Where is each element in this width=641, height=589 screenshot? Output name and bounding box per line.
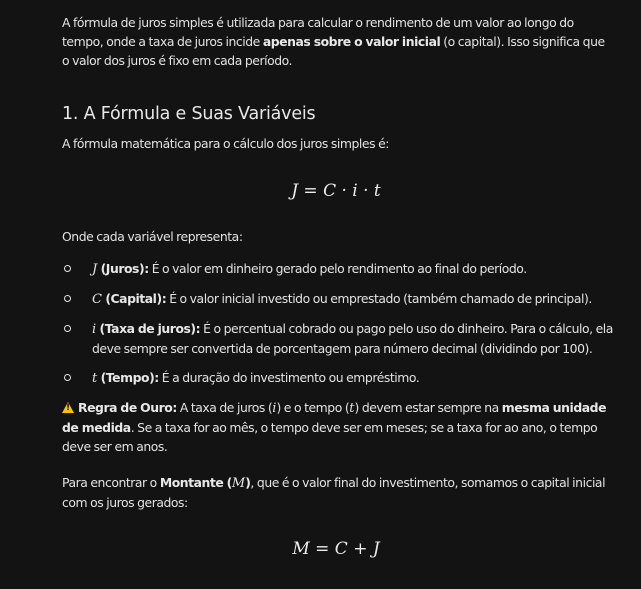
bullet-circle-icon [64, 325, 71, 332]
variable-symbol: J [92, 262, 98, 277]
montante-term: Montante (M) [159, 475, 251, 491]
variable-symbol: i [92, 322, 97, 337]
section-heading: 1. A Fórmula e Suas Variáveis [62, 104, 316, 124]
golden-rule-emphasis: mesma unidade de medida [62, 400, 607, 435]
variable-symbol: t [349, 401, 355, 416]
variable-name: (Juros): [97, 261, 149, 276]
bullet-circle-icon [64, 295, 71, 302]
list-item [62, 368, 620, 388]
variables-list [62, 259, 619, 388]
variable-symbol: C [92, 292, 102, 307]
variable-name: (Tempo): [97, 370, 159, 385]
variable-description: É a duração do investimento ou empréstimo. [158, 370, 420, 385]
simple-interest-formula: J = C · i · t [291, 181, 381, 201]
formula-lead: A fórmula matemática para o cálculo dos juros simples é: [62, 136, 389, 151]
intro-paragraph: A fórmula de juros simples é utilizada para calcular o rendimento de um valor ao longo do tempo, onde a taxa de juros incide apenas sobre o valor inicial (o capital). Isso significa que o valor dos juros é fixo em cada período. [62, 15, 605, 68]
warning-icon [62, 402, 74, 413]
variable-symbol: i [272, 401, 277, 416]
bullet-circle-icon [64, 265, 71, 272]
list-item [62, 259, 620, 279]
variables-intro: Onde cada variável representa: [62, 229, 243, 244]
variable-symbol: M [231, 476, 246, 491]
intro-emphasis: apenas sobre o valor inicial [262, 34, 441, 49]
variable-symbol: t [92, 371, 98, 386]
bullet-circle-icon [64, 374, 71, 381]
variable-description: É o percentual cobrado ou pago pelo uso do dinheiro. Para o cálculo, ela deve sempre ser convertida de porcentagem para número decimal (dividindo por 100). [92, 321, 613, 356]
variable-description: É o valor inicial investido ou emprestado (também chamado de principal). [166, 291, 592, 306]
montante-paragraph: Para encontrar o Montante (M), que é o valor final do investimento, somamos o capital inicial com os juros gerados: [62, 475, 606, 510]
montante-formula: M = C + J [292, 539, 380, 559]
golden-rule-paragraph: !Regra de Ouro: A taxa de juros (i) e o tempo (t) devem estar sempre na mesma unidade de medida. Se a taxa for ao mês, o tempo deve ser em meses; se a taxa for ao ano, o tempo deve ser em anos. [62, 398, 610, 456]
list-item [62, 319, 620, 358]
list-item [62, 289, 620, 309]
golden-rule-title: Regra de Ouro: [78, 400, 177, 415]
variable-name: (Taxa de juros): [96, 321, 201, 336]
variable-description: É o valor em dinheiro gerado pelo rendimento ao final do período. [148, 261, 527, 276]
variable-name: (Capital): [101, 291, 167, 306]
